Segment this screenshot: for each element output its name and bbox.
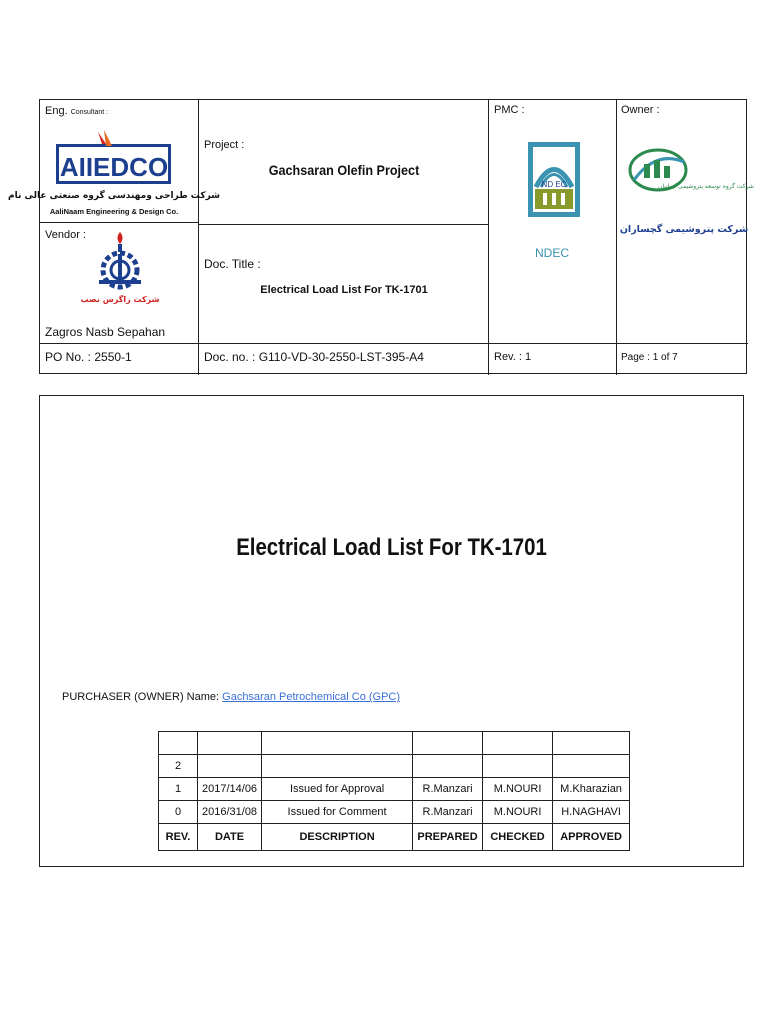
vendor-logo (80, 230, 160, 310)
project-label: Project : (204, 139, 245, 151)
revision-table (158, 731, 630, 851)
revision-row (159, 732, 630, 755)
vendor-name: Zagros Nasb Sepahan (45, 325, 166, 339)
revision-row (159, 778, 630, 801)
doc-title: Electrical Load List For TK-1701 (260, 284, 428, 296)
ndec-logo (523, 137, 585, 233)
revision-cell: 2 (159, 755, 198, 778)
revision-header-cell: CHECKED (483, 824, 553, 851)
revision-cell (413, 732, 483, 755)
revision-cell: R.Manzari (413, 778, 483, 801)
revision-row (159, 801, 630, 824)
revision-header-cell: DATE (198, 824, 262, 851)
purchaser-line (62, 691, 400, 703)
revision-cell: M.NOURI (483, 801, 553, 824)
revision-cell: H.NAGHAVI (553, 801, 630, 824)
document-header (7, 99, 754, 374)
project-name: Gachsaran Olefin Project (268, 162, 420, 178)
revision-header-cell: DESCRIPTION (262, 824, 413, 851)
revision-cell (413, 755, 483, 778)
revision-row (159, 755, 630, 778)
owner-logo-text: شرکت پتروشیمی گچساران (619, 224, 749, 235)
vendor-logo-text: شرکت زاگرس نصب (80, 295, 160, 304)
revision-cell: 0 (159, 801, 198, 824)
po-number: PO No. : 2550-1 (45, 350, 132, 364)
pmc-name: NDEC (534, 246, 569, 260)
revision-cell (553, 732, 630, 755)
revision-header-cell: REV. (159, 824, 198, 851)
revision-cell (483, 732, 553, 755)
revision-header-cell: APPROVED (553, 824, 630, 851)
owner-label: Owner : (621, 104, 660, 116)
revision-cell: M.Kharazian (553, 778, 630, 801)
revision-cell (198, 732, 262, 755)
aedco-logo (7, 130, 221, 220)
owner-logo (619, 140, 754, 240)
ndec-logo-letters: ND EC (541, 180, 567, 189)
doc-number: Doc. no. : G110-VD-30-2550-LST-395-A4 (204, 350, 424, 364)
pmc-label: PMC : (494, 104, 525, 116)
aedco-english-text: AaliNaam Engineering & Design Co. (49, 207, 179, 216)
owner-logo-subtext: شرکت گروه توسعه پتروشیمی ایرانیان (658, 183, 754, 190)
doc-title-label: Doc. Title : (204, 257, 261, 271)
revision-cell: Issued for Comment (262, 801, 413, 824)
page-number: Page : 1 of 7 (621, 352, 678, 363)
revision-cell (262, 732, 413, 755)
revision-cell (198, 755, 262, 778)
cover-page-body (39, 395, 744, 867)
revision-cell: 1 (159, 778, 198, 801)
revision-cell (159, 732, 198, 755)
aedco-farsi-text: شرکت طراحی ومهندسی گروه صنعتی عالی نام (7, 191, 221, 201)
revision-cell: Issued for Approval (262, 778, 413, 801)
vendor-label: Vendor : (45, 229, 86, 241)
aedco-brand-text: AIIEDCO (59, 152, 169, 182)
revision-cell (553, 755, 630, 778)
revision-header-row (159, 824, 630, 851)
revision-header-cell: PREPARED (413, 824, 483, 851)
revision-cell: 2016/31/08 (198, 801, 262, 824)
document-main-title: Electrical Load List For TK-1701 (236, 534, 547, 561)
purchaser-link[interactable]: Gachsaran Petrochemical Co (GPC) (222, 691, 401, 703)
revision-cell (483, 755, 553, 778)
eng-label: Eng. Consultant : (45, 105, 109, 117)
revision-number: Rev. : 1 (494, 351, 532, 363)
revision-cell: M.NOURI (483, 778, 553, 801)
revision-cell: R.Manzari (413, 801, 483, 824)
revision-cell (262, 755, 413, 778)
revision-cell: 2017/14/06 (198, 778, 262, 801)
purchaser-label: PURCHASER (OWNER) Name: (62, 691, 220, 703)
